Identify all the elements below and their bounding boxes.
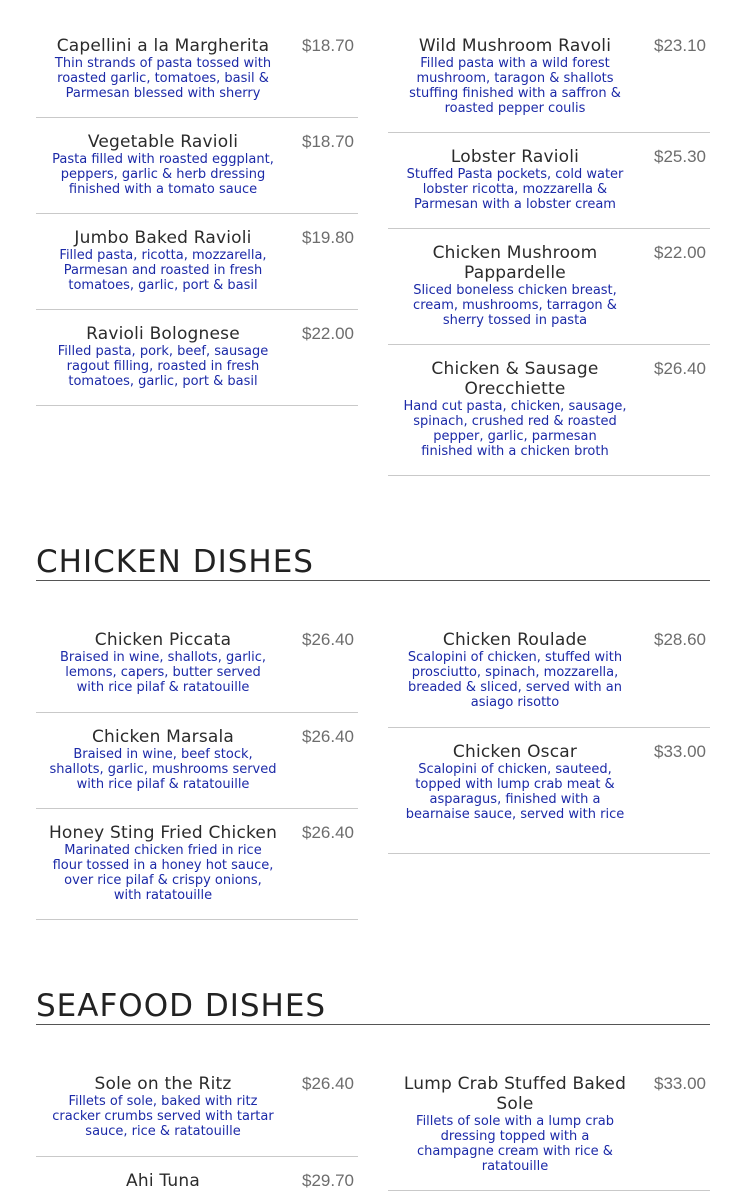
menu-item [36,713,358,809]
desc-line: topped with lump crab meat & [415,777,615,792]
desc-line: with rice pilaf & ratatouille [76,680,250,695]
desc-line: over rice pilaf & crispy onions, [64,873,262,888]
item-price: $19.80 [302,228,354,247]
item-price: $23.10 [654,36,706,55]
desc-line: sherry tossed in pasta [442,313,588,328]
name-line: Pappardelle [464,263,566,283]
desc-line: tomatoes, garlic, port & basil [68,278,258,293]
desc-line: Hand cut pasta, chicken, sausage, [403,399,627,414]
name-line: Sole [496,1094,534,1114]
desc-line: spinach, crushed red & roasted [413,414,617,429]
item-description [388,167,642,212]
item-price: $22.00 [654,243,706,262]
item-name: Wild Mushroom Ravoli [418,36,612,56]
desc-line: stuffing finished with a saffron & [409,86,621,101]
desc-line: champagne cream with rice & [417,1144,613,1159]
item-price: $28.60 [654,630,706,649]
name-line: Chicken Mushroom [432,243,598,263]
desc-line: Marinated chicken fried in rice [64,843,262,858]
item-price: $18.70 [302,132,354,151]
item-name: Jumbo Baked Ravioli [74,228,252,248]
item-name: Ravioli Bolognese [86,324,240,344]
section-title-chicken: CHICKEN DISHES [36,545,710,581]
desc-line: with rice pilaf & ratatouille [76,777,250,792]
name-line: Orecchiette [464,379,566,399]
item-description [36,56,290,101]
menu-item [36,1157,358,1194]
menu-item [36,630,358,713]
chicken-right-column [388,630,710,854]
desc-line: sauce, rice & ratatouille [85,1124,241,1139]
desc-line: tomatoes, garlic, port & basil [68,374,258,389]
desc-line: peppers, garlic & herb dressing [60,167,266,182]
desc-line: with ratatouille [113,888,213,903]
desc-line: Filled pasta with a wild forest [420,56,610,71]
item-price: $26.40 [654,359,706,378]
item-description [36,650,290,695]
item-description [36,747,290,792]
desc-line: Parmesan and roasted in fresh [63,263,263,278]
menu-item [36,118,358,214]
item-name: Chicken Roulade [442,630,588,650]
desc-line: lobster ricotta, mozzarella & [422,182,608,197]
item-description [36,248,290,293]
item-price: $18.70 [302,36,354,55]
seafood-right-column [388,1074,710,1191]
item-price: $33.00 [654,1074,706,1093]
desc-line: asiago risotto [470,695,560,710]
menu-item [36,310,358,406]
desc-line: Scalopini of chicken, stuffed with [407,650,623,665]
item-description [388,1114,642,1174]
name-line: Lump Crab Stuffed Baked [403,1074,627,1094]
desc-line: lemons, capers, butter served [65,665,261,680]
item-description [36,152,290,197]
item-description [388,762,642,822]
item-name: Honey Sting Fried Chicken [48,823,278,843]
desc-line: Fillets of sole with a lump crab [416,1114,614,1129]
item-name: Ahi Tuna [126,1171,200,1191]
desc-line: asparagus, finished with a [429,792,601,807]
desc-line: Filled pasta, pork, beef, sausage [57,344,269,359]
desc-line: dressing topped with a [440,1129,590,1144]
item-name [388,359,642,399]
desc-line: Filled pasta, ricotta, mozzarella, [59,248,267,263]
menu-item [388,630,710,728]
desc-line: Braised in wine, beef stock, [73,747,253,762]
item-description [388,650,642,710]
section-title-seafood: SEAFOOD DISHES [36,989,710,1025]
menu-item [388,728,710,854]
menu-item [388,1074,710,1191]
item-description [388,399,642,459]
desc-line: ratatouille [481,1159,549,1174]
desc-line: cracker crumbs served with tartar [52,1109,274,1124]
item-price: $33.00 [654,742,706,761]
desc-line: roasted pepper coulis [444,101,586,116]
desc-line: flour tossed in a honey hot sauce, [52,858,274,873]
item-name: Chicken Oscar [452,742,578,762]
menu-item [36,36,358,118]
item-price: $26.40 [302,727,354,746]
item-price: $26.40 [302,823,354,842]
item-description [36,843,290,903]
menu-item [388,345,710,476]
item-price: $26.40 [302,1074,354,1093]
desc-line: prosciutto, spinach, mozzarella, [411,665,619,680]
desc-line: Stuffed Pasta pockets, cold water [406,167,624,182]
item-name [388,1074,642,1114]
item-description [388,283,642,328]
item-description [388,56,642,116]
item-name: Chicken Piccata [94,630,232,650]
desc-line: Thin strands of pasta tossed with [54,56,272,71]
item-name: Sole on the Ritz [94,1074,232,1094]
desc-line: finished with a chicken broth [421,444,609,459]
desc-line: Sliced boneless chicken breast, [413,283,617,298]
desc-line: Scalopini of chicken, sauteed, [418,762,612,777]
desc-line: Pasta filled with roasted eggplant, [52,152,274,167]
menu-item [36,1074,358,1157]
menu-item [36,809,358,920]
menu-item [388,229,710,345]
seafood-left-column [36,1074,358,1194]
desc-line: mushroom, taragon & shallots [416,71,614,86]
item-description [36,344,290,389]
desc-line: Parmesan blessed with sherry [65,86,261,101]
item-description [36,1094,290,1139]
menu-item [36,214,358,310]
menu-item [388,36,710,133]
desc-line: Parmesan with a lobster cream [414,197,616,212]
desc-line: breaded & sliced, served with an [408,680,622,695]
desc-line: shallots, garlic, mushrooms served [49,762,277,777]
desc-line: cream, mushrooms, tarragon & [413,298,617,313]
desc-line: bearnaise sauce, served with rice [405,807,625,822]
item-name: Chicken Marsala [91,727,235,747]
desc-line: Braised in wine, shallots, garlic, [59,650,267,665]
item-name: Lobster Ravioli [450,147,580,167]
chicken-left-column [36,630,358,920]
desc-line: Fillets of sole, baked with ritz [68,1094,258,1109]
name-line: Chicken & Sausage [431,359,599,379]
desc-line: roasted garlic, tomatoes, basil & [57,71,269,86]
item-name: Capellini a la Margherita [56,36,270,56]
desc-line: pepper, garlic, parmesan [433,429,597,444]
pasta-left-column [36,36,358,406]
menu-item [388,133,710,229]
item-name: Vegetable Ravioli [87,132,239,152]
item-price: $22.00 [302,324,354,343]
item-name [388,243,642,283]
item-price: $25.30 [654,147,706,166]
pasta-right-column [388,36,710,476]
item-price: $29.70 [302,1171,354,1190]
item-price: $26.40 [302,630,354,649]
desc-line: finished with a tomato sauce [68,182,258,197]
desc-line: ragout filling, roasted in fresh [66,359,260,374]
